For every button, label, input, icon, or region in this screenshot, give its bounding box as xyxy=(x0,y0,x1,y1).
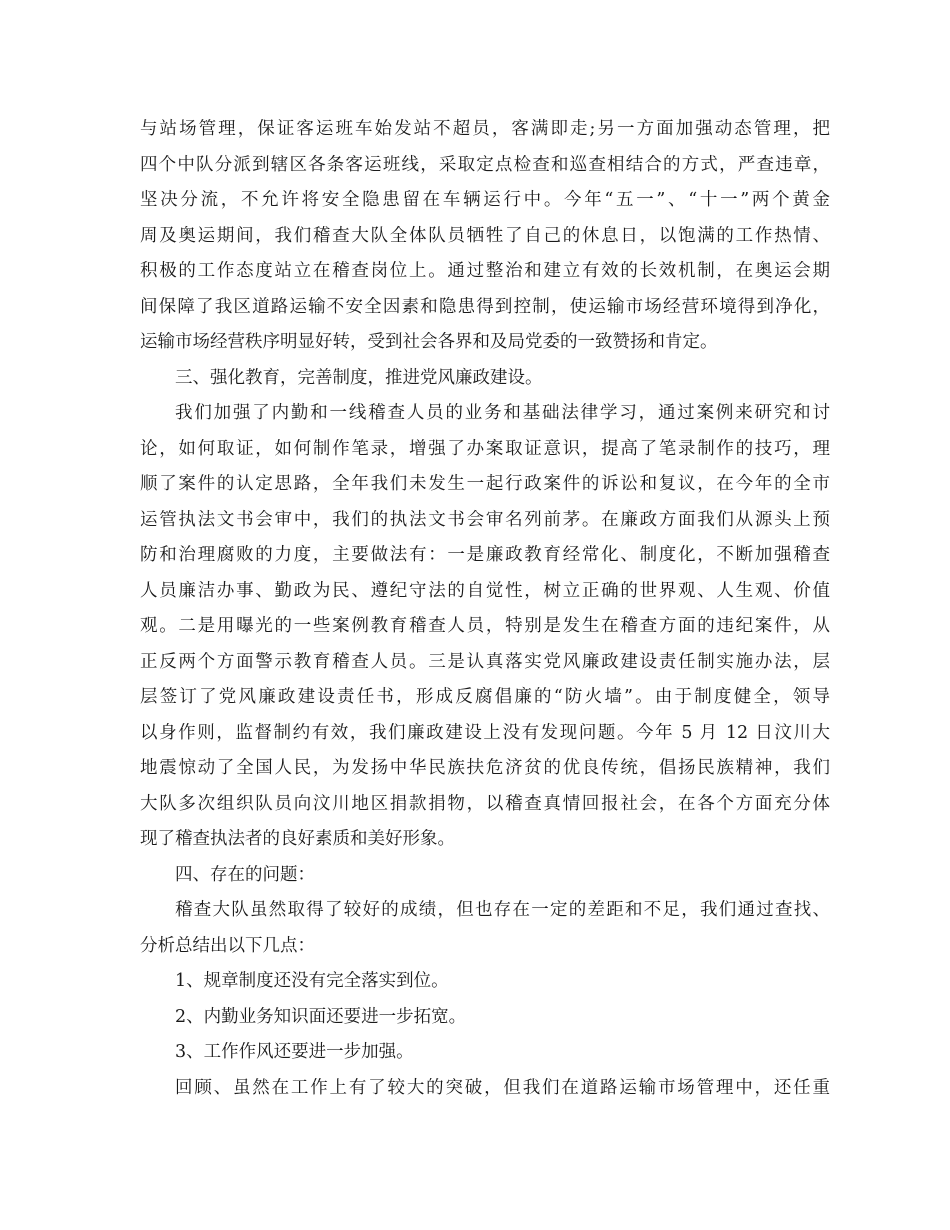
text-line: 回顾、虽然在工作上有了较大的突破，但我们在道路运输市场管理中，还任重 xyxy=(175,1077,830,1098)
text-line: 运输市场经营秩序明显好转，受到社会各界和及局党委的一致赞扬和肯定。 xyxy=(140,332,718,352)
text-line: 分析总结出以下几点： xyxy=(140,935,315,956)
text-line: 防和治理腐败的力度，主要做法有：一是廉政教育经常化、制度化，不断加强稽查 xyxy=(140,545,830,565)
section-heading: 四、存在的问题： xyxy=(175,864,315,885)
text-line: 稽查大队虽然取得了较好的成绩，但也存在一定的差距和不足，我们通过查找、 xyxy=(175,900,830,920)
text-line: 顺了案件的认定思路，全年我们未发生一起行政案件的诉讼和复议，在今年的全市 xyxy=(140,474,830,494)
list-item: 3、工作作风还要进一步加强。 xyxy=(175,1042,414,1062)
text-line: 现了稽查执法者的良好素质和美好形象。 xyxy=(140,829,455,849)
text-line: 地震惊动了全国人民，为发扬中华民族扶危济贫的优良传统，倡扬民族精神，我们 xyxy=(140,758,830,778)
text-line: 周及奥运期间，我们稽查大队全体队员牺牲了自己的休息日，以饱满的工作热情、 xyxy=(140,225,830,246)
list-item: 1、规章制度还没有完全落实到位。 xyxy=(175,971,449,991)
text-line: 间保障了我区道路运输不安全因素和隐患得到控制，使运输市场经营环境得到净化， xyxy=(140,296,830,317)
text-line: 以身作则，监督制约有效，我们廉政建设上没有发现问题。今年 5 月 12 日汶川大 xyxy=(140,722,830,743)
text-line: 层签订了党风廉政建设责任书，形成反腐倡廉的“防火墙”。由于制度健全，领导 xyxy=(140,687,830,707)
document-body xyxy=(140,112,830,1106)
text-line: 四个中队分派到辖区各条客运班线，采取定点检查和巡查相结合的方式，严查违章， xyxy=(140,154,830,175)
text-line: 人员廉洁办事、勤政为民、遵纪守法的自觉性，树立正确的世界观、人生观、价值 xyxy=(140,580,830,601)
text-line: 论，如何取证，如何制作笔录，增强了办案取证意识，提高了笔录制作的技巧，理 xyxy=(140,438,830,459)
text-line: 坚决分流，不允许将安全隐患留在车辆运行中。今年“五一”、“十一”两个黄金 xyxy=(140,190,830,210)
text-line: 运管执法文书会审中，我们的执法文书会审名列前茅。在廉政方面我们从源头上预 xyxy=(140,509,830,530)
section-heading: 三、强化教育，完善制度，推进党风廉政建设。 xyxy=(175,367,543,388)
text-line: 正反两个方面警示教育稽查人员。三是认真落实党风廉政建设责任制实施办法，层 xyxy=(140,651,830,672)
text-line: 积极的工作态度站立在稽查岗位上。通过整治和建立有效的长效机制，在奥运会期 xyxy=(140,261,830,281)
text-line: 我们加强了内勤和一线稽查人员的业务和基础法律学习，通过案例来研究和讨 xyxy=(175,403,830,423)
text-line: 与站场管理，保证客运班车始发站不超员，客满即走;另一方面加强动态管理，把 xyxy=(140,119,830,139)
text-line: 观。二是用曝光的一些案例教育稽查人员，特别是发生在稽查方面的违纪案件，从 xyxy=(140,616,830,636)
list-item: 2、内勤业务知识面还要进一步拓宽。 xyxy=(175,1006,467,1027)
text-line: 大队多次组织队员向汶川地区捐款捐物，以稽查真情回报社会，在各个方面充分体 xyxy=(140,793,830,814)
